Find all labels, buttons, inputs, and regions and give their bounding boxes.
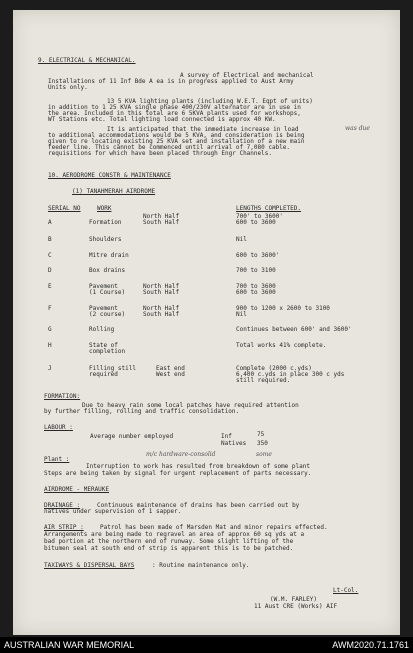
row-f-work: Pavement [89, 305, 118, 312]
formation-label: FORMATION: [44, 393, 81, 400]
row-j-work2: required [89, 371, 118, 378]
electrical-p3-line1: It is anticipated that the immediate increase in load [107, 126, 299, 133]
plant-line1: Interruption to work has resulted from breakdown of some plant [86, 463, 310, 470]
row-h-work2: completion [89, 348, 126, 355]
row-c-length: 600 to 3600' [236, 252, 280, 259]
airstrip-line4: bitumen seal at south end of strip is apparent this is to be patched. [44, 545, 294, 552]
taxiways-label: TAXIWAYS & DISPERSAL BAYS [44, 562, 135, 569]
col-serial-header: SERIAL NO [48, 205, 81, 212]
electrical-heading: 9. ELECTRICAL & MECHANICAL. [38, 57, 136, 64]
labour-inf-label: Inf [221, 433, 232, 440]
row-e-serial: E [48, 283, 52, 290]
plant-label: Plant : [44, 456, 70, 463]
row-a-half2: South Half [143, 219, 180, 226]
labour-inf-value: 75 [257, 431, 265, 438]
drainage-line1: Continuous maintenance of drains has been carried out by [97, 502, 300, 509]
plant-handwritten-note: m/c hardware-consolid [146, 451, 216, 458]
col-work-header: WORK [97, 205, 112, 212]
labour-natives-value: 350 [257, 440, 268, 447]
labour-natives-label: Natives [221, 440, 247, 447]
row-j-length2: 6,400 c.yds in place 300 c yds [236, 371, 345, 378]
electrical-p2-line1: 13 5 KVA lighting plants (including W.E.T. Eqpt of units) [107, 98, 313, 105]
row-a-work: Formation [89, 219, 122, 226]
row-e-length2: 600 to 3600 [236, 289, 276, 296]
footer-bar [0, 637, 413, 653]
footer-institution: AUSTRALIAN WAR MEMORIAL [4, 640, 135, 650]
row-h-work: State of [89, 342, 118, 349]
row-a-serial: A [48, 219, 52, 226]
row-h-length: Total works 41% complete. [236, 342, 327, 349]
row-f-length: 900 to 1200 x 2600 to 3100 [236, 305, 330, 312]
merauke-heading: AIRDROME - MERAUKE [44, 486, 110, 493]
drainage-label: DRAINAGE : [44, 502, 81, 509]
row-e-work2: (1 Course) [89, 289, 126, 296]
row-d-serial: D [48, 267, 52, 274]
airstrip-line1: Patrol has been made of Marsden Mat and minor repairs effected. [100, 524, 328, 531]
electrical-p2-line2: in addition to 1 25 KVA single phase 400/230V alternator are in use in [48, 104, 301, 111]
row-f-work2: (2 course) [89, 311, 126, 318]
row-f-length2: Nil [236, 311, 247, 318]
electrical-p1-line1: A survey of Electrical and mechanical [180, 72, 314, 79]
taxiways-text: : Routine maintenance only. [152, 562, 250, 569]
plant-line2: Steps are being taken by signal for urgent replacement of parts necessary. [44, 470, 312, 477]
plant-handwritten-note2: some [256, 451, 272, 458]
airstrip-label: AIR STRIP : [44, 524, 84, 531]
row-b-serial: B [48, 236, 52, 243]
electrical-p1-line2: Installations of 11 Inf Bde A ea is in progress applied to Aust Army [48, 78, 294, 85]
handwritten-insert: was due [345, 125, 370, 132]
formation-line2: by further filling, rolling and traffic consolidation. [44, 408, 240, 415]
row-g-length: Continues between 600' and 3600' [236, 326, 352, 333]
electrical-p1-line3: Units only. [48, 84, 88, 91]
electrical-p2-line3: the area. Included in this total are 6 5KVA plants used for workshops, [48, 110, 301, 117]
electrical-p3-line3: given to re locating existing 25 KVA set and installation of a new main [48, 138, 305, 145]
aerodrome-heading: 10. AERODROME CONSTR & MAINTENANCE [48, 172, 171, 179]
row-e-work: Pavement [89, 283, 118, 290]
col-lengths-header: LENGTHS COMPLETED. [236, 205, 302, 212]
row-j-length: Complete (2000 c.yds) [236, 365, 312, 372]
electrical-p3-line4: feeder line. This cannot be commenced until arrival of 7,080 cable. [48, 144, 291, 151]
row-b-length: Nil [236, 236, 247, 243]
electrical-p3-line2: to additional accommodations would be 5 KVA, and consideration is being [48, 132, 305, 139]
row-e-half2: South Half [143, 289, 180, 296]
row-f-serial: F [48, 305, 52, 312]
formation-line1: Due to heavy rain some local patches have required attention [82, 402, 299, 409]
airstrip-line2: Arrangements are being made to regravel an area of approx 60 sq yds at a [44, 531, 305, 538]
row-j-work: Filling still [89, 365, 136, 372]
row-c-serial: C [48, 252, 52, 259]
row-j-length3: still required. [236, 377, 291, 384]
row-h-serial: H [48, 342, 52, 349]
row-g-serial: G [48, 326, 52, 333]
signature-unit: 11 Aust CRE (Works) AIF [254, 603, 338, 610]
electrical-p3-line5: requisitions for which have been placed through Engr Channels. [48, 150, 272, 157]
row-c-work: Mitre drain [89, 252, 129, 259]
row-d-length: 700 to 3100 [236, 267, 276, 274]
signature-rank: Lt-Col. [333, 587, 359, 594]
row-e-half: North Half [143, 283, 180, 290]
labour-label: LABOUR : [44, 424, 73, 431]
row-e-length: 700 to 3600 [236, 283, 276, 290]
airstrip-line3: bad portion at the northern end of runway. Some slight lifting of the [44, 538, 294, 545]
aerodrome-subheading: (1) TANAHMERAH AIRDROME [72, 188, 156, 195]
footer-accession-number: AWM2020.71.1761 [332, 640, 409, 650]
row-b-work: Shoulders [89, 236, 122, 243]
row-j-half: East end [156, 365, 185, 372]
row-d-work: Box drains [89, 267, 126, 274]
row-a-length2: 600 to 3600 [236, 219, 276, 226]
drainage-line2: natives under supervision of 1 sapper. [44, 508, 182, 515]
row-f-half2: South Half [143, 311, 180, 318]
row-j-half2: West end [156, 371, 185, 378]
labour-text: Average number employed [90, 433, 174, 440]
row-a-half: North Half [143, 213, 180, 220]
row-j-serial: J [48, 365, 52, 372]
row-a-length: 700' to 3600' [236, 213, 283, 220]
row-f-half: North Half [143, 305, 180, 312]
row-g-work: Rolling [89, 326, 115, 333]
electrical-p2-line4: WT Stations etc. Total lighting load connected is approx 40 KW. [48, 116, 276, 123]
signature-name: (W.M. FARLEY) [270, 596, 317, 603]
